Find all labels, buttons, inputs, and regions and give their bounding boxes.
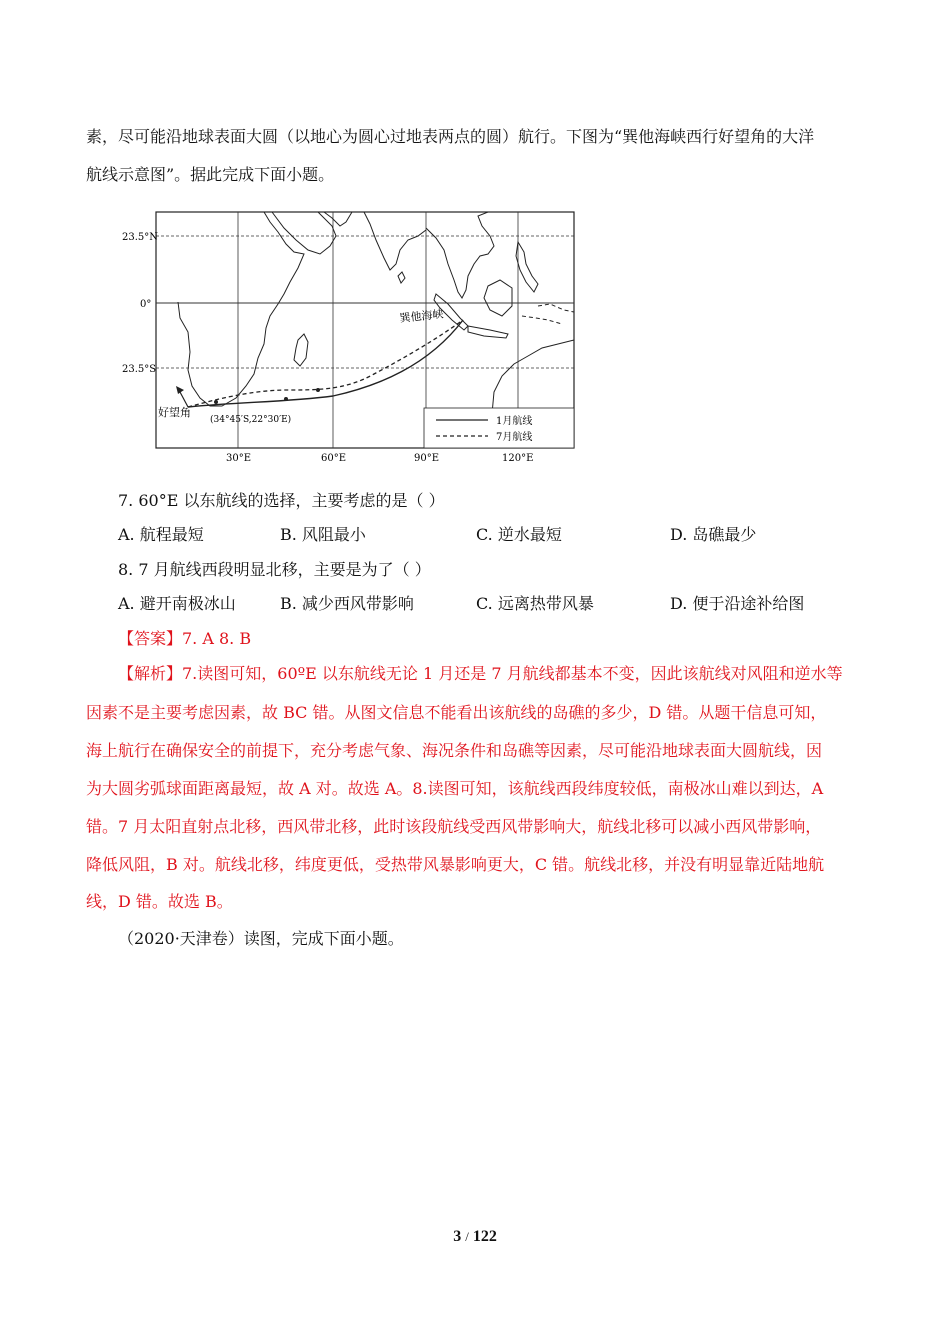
q7-option-c: C. 逆水最短	[476, 525, 562, 544]
route-dot	[214, 400, 218, 404]
q7-option-a: A. 航程最短	[118, 525, 204, 544]
lon-label-30e: 30°E	[226, 453, 252, 464]
indochina-coast	[426, 212, 494, 298]
lat-label-23n: 23.5°N	[122, 232, 159, 243]
sri-lanka	[398, 272, 405, 283]
route-dot	[284, 397, 288, 401]
legend-jan-label: 1月航线	[496, 416, 533, 427]
analysis-line-5: 错。7 月太阳直射点北移，西风带北移，此时该段航线受西风带影响大，航线北移可以减小西风带影响，	[86, 817, 822, 836]
q8-option-d: D. 便于沿途补给图	[670, 594, 805, 613]
eastern-islands	[538, 304, 574, 312]
page-separator: /	[465, 1229, 469, 1244]
route-july	[188, 320, 463, 407]
answer-line: 【答案】7. A 8. B	[118, 629, 252, 648]
analysis-line-1: 【解析】7.读图可知，60ºE 以东航线无论 1 月还是 7 月航线都基本不变，因此该航线对风阻和逆水等	[118, 664, 843, 683]
route-arrow	[180, 392, 188, 407]
borneo	[484, 280, 512, 316]
java	[468, 326, 508, 338]
lon-label-90e: 90°E	[414, 453, 440, 464]
analysis-line-3: 海上航行在确保安全的前提下，充分考虑气象、海况条件和岛礁等因素，尽可能沿地球表面大圆航线，因	[86, 741, 823, 760]
intro-line-1: 素，尽可能沿地球表面大圆（以地心为圆心过地表两点的圆）航行。下图为“巽他海峡西行好望角的大洋	[86, 127, 815, 146]
analysis-line-7: 线，D 错。故选 B。	[86, 892, 233, 911]
page-number	[0, 1228, 950, 1246]
arabia-coast	[272, 212, 336, 254]
cape-label: 好望角	[158, 406, 191, 419]
strait-label: 巽他海峡	[398, 307, 445, 325]
lesser-sunda	[522, 316, 562, 324]
q7-stem: 7. 60°E 以东航线的选择，主要考虑的是（ ）	[118, 491, 445, 510]
next-question-intro: （2020·天津卷）读图，完成下面小题。	[118, 929, 404, 948]
india-coast	[364, 212, 426, 270]
africa-coast	[178, 212, 304, 406]
lon-label-120e: 120°E	[502, 453, 534, 464]
lon-label-60e: 60°E	[321, 453, 347, 464]
analysis-line-6: 降低风阻，B 对。航线北移，纬度更低，受热带风暴影响更大，C 错。航线北移，并没有明显靠近陆地航	[86, 855, 825, 874]
q8-option-a: A. 避开南极冰山	[118, 594, 236, 613]
philippines	[516, 242, 538, 292]
route-dot	[316, 388, 320, 392]
gulf-coast	[324, 212, 352, 226]
page-current: 3	[453, 1228, 462, 1245]
page-total: 122	[472, 1228, 497, 1245]
route-january	[188, 320, 463, 407]
lat-label-0: 0°	[140, 299, 152, 310]
q7-option-b: B. 风阻最小	[280, 525, 366, 544]
cape-coordinate: (34°45′S,22°30′E)	[210, 415, 292, 425]
analysis-line-2: 因素不是主要考虑因素，故 BC 错。从图文信息不能看出该航线的岛礁的多少，D 错。从题干信息可知，	[86, 703, 827, 722]
q8-option-c: C. 远离热带风暴	[476, 594, 594, 613]
q8-stem: 8. 7 月航线西段明显北移，主要是为了（ ）	[118, 560, 431, 579]
route-map-figure	[118, 206, 578, 466]
analysis-line-4: 为大圆劣弧球面距离最短，故 A 对。故选 A。8.读图可知，该航线西段纬度较低，南极冰山难以到达，A	[86, 779, 824, 798]
lat-label-23s: 23.5°S	[122, 364, 157, 375]
q8-option-b: B. 减少西风带影响	[280, 594, 414, 613]
intro-line-2: 航线示意图”。据此完成下面小题。	[86, 165, 335, 184]
legend-jul-label: 7月航线	[496, 432, 533, 443]
madagascar	[294, 334, 308, 366]
q7-option-d: D. 岛礁最少	[670, 525, 757, 544]
